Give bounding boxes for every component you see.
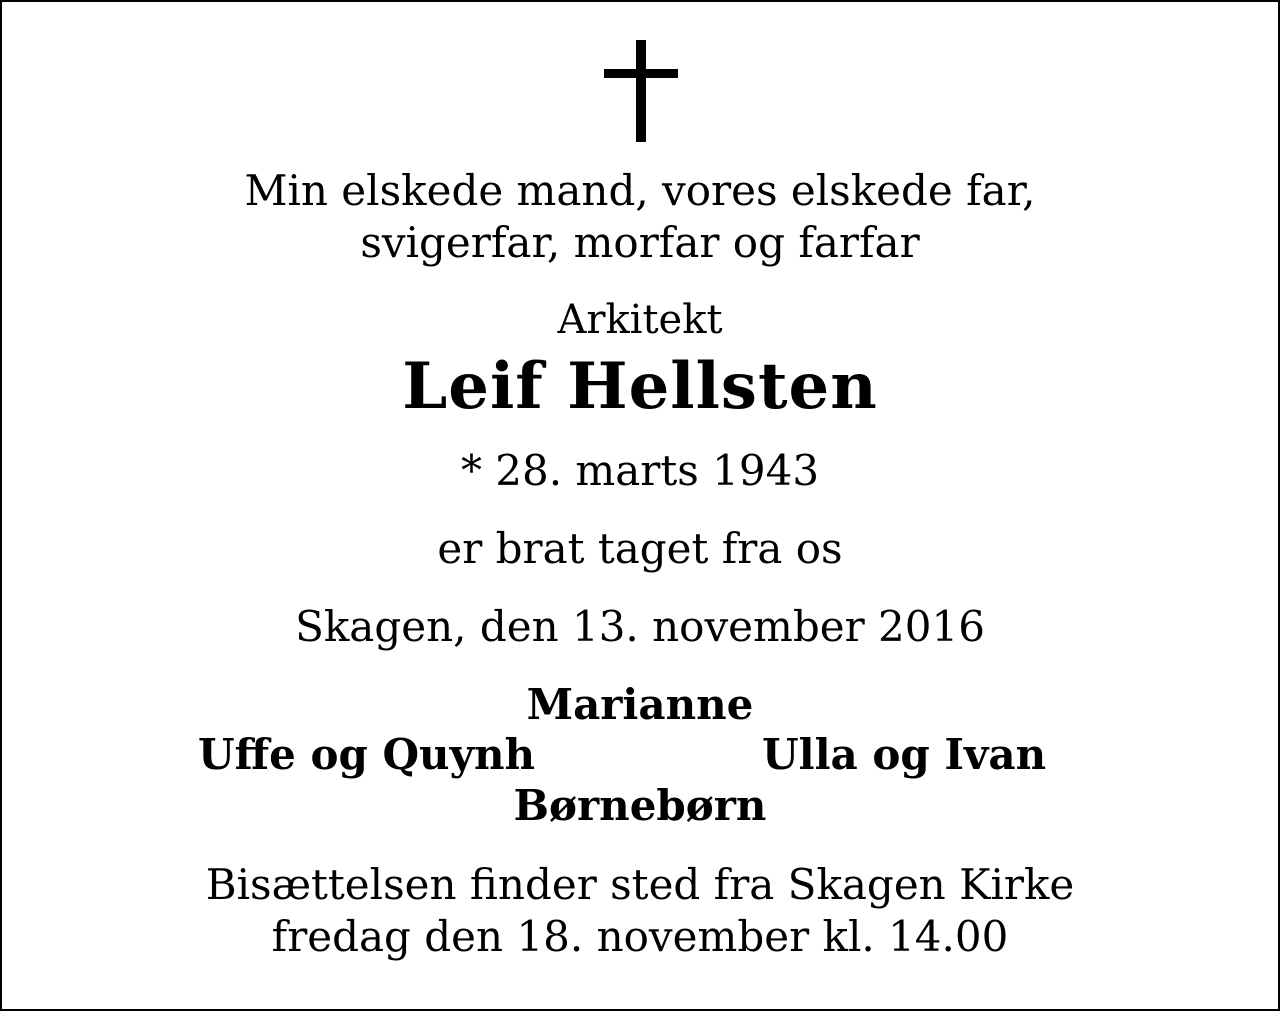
intro-line-2: svigerfar, morfar og farfar: [360, 218, 920, 267]
family-grandchildren: Børnebørn: [513, 781, 767, 830]
intro-line-1: Min elskede mand, vores elskede far,: [244, 166, 1036, 215]
death-message: er brat taget fra os: [437, 524, 843, 573]
deceased-title: Arkitekt: [557, 297, 723, 343]
cross-horizontal-bar: [604, 69, 678, 78]
funeral-line-1: Bisættelsen finder sted fra Skagen Kirke: [205, 860, 1075, 909]
place-date: Skagen, den 13. november 2016: [295, 602, 985, 651]
family-spouse: Marianne: [526, 680, 754, 729]
family-child-right: Ulla og Ivan: [762, 730, 1047, 779]
cross-icon: [604, 40, 678, 142]
family-child-left: Uffe og Quynh: [198, 730, 536, 779]
cross-vertical-bar: [636, 40, 646, 142]
birth-date: * 28. marts 1943: [460, 446, 820, 495]
funeral-line-2: fredag den 18. november kl. 14.00: [271, 912, 1009, 961]
deceased-name: Leif Hellsten: [402, 349, 878, 424]
